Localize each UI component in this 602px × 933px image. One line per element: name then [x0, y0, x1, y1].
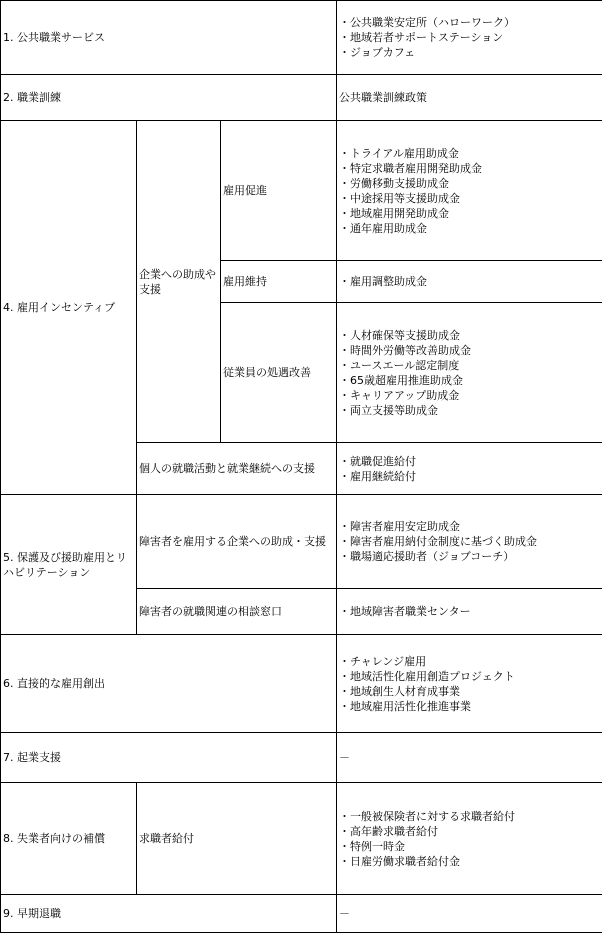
row-public-employment-services — [1, 1, 602, 75]
list-item: ・就職促進給付 — [339, 454, 417, 468]
row-vocational-training — [1, 75, 602, 121]
program-list — [337, 495, 602, 589]
row-label: 2. 職業訓練 — [1, 75, 337, 121]
list-item: ・日雇労働求職者給付金 — [339, 854, 461, 868]
list-item: ・両立支援等助成金 — [339, 403, 439, 417]
list-item: ・中途採用等支援助成金 — [339, 191, 461, 205]
list-item: ・トライアル雇用助成金 — [339, 146, 459, 160]
list-item: ・雇用継続給付 — [339, 469, 417, 483]
program-list — [337, 303, 602, 443]
row-label: 4. 雇用インセンティブ — [1, 121, 137, 495]
list-item: ・地域創生人材育成事業 — [339, 684, 461, 698]
row-label: 9. 早期退職 — [1, 895, 337, 933]
list-item: ・地域障害者職業センター — [339, 605, 471, 618]
sub-category-promotion: 雇用促進 — [221, 121, 337, 261]
sub-category-employers: 障害者を雇用する企業への助成・支援 — [137, 495, 337, 589]
row-employment-incentives — [1, 121, 602, 261]
program-text: 公共職業訓練政策 — [337, 75, 602, 121]
list-item: ・特定求職者雇用開発助成金 — [339, 161, 483, 175]
program-list — [337, 261, 602, 303]
program-list — [337, 443, 602, 495]
row-label: 8. 失業者向けの補償 — [1, 783, 137, 895]
list-item: ・地域雇用活性化推進事業 — [339, 699, 472, 713]
program-list — [337, 589, 602, 635]
sub-category-individual: 個人の就職活動と就業継続への支援 — [137, 443, 337, 495]
program-list — [337, 1, 602, 75]
sub-category-consultation: 障害者の就職関連の相談窓口 — [137, 589, 337, 635]
list-item: ・地域雇用開発助成金 — [339, 206, 450, 220]
row-label: 7. 起業支援 — [1, 733, 337, 783]
program-list — [337, 783, 602, 895]
sub-category-job-seeker-benefits: 求職者給付 — [137, 783, 337, 895]
list-item: ・障害者雇用納付金制度に基づく助成金 — [339, 535, 538, 548]
list-item: ・特例一時金 — [339, 839, 406, 853]
list-item: ・ジョブカフェ — [339, 46, 416, 59]
row-unemployment-compensation — [1, 783, 602, 895]
row-label: 5. 保護及び援助雇用とリハビリテーション — [1, 495, 137, 635]
program-list — [337, 635, 602, 733]
row-label: 6. 直接的な雇用創出 — [1, 635, 337, 733]
row-early-retirement — [1, 895, 602, 933]
list-item: ・公共職業安定所（ハローワーク） — [339, 16, 516, 29]
program-text: － — [337, 733, 602, 783]
row-sheltered-employment — [1, 495, 602, 589]
list-item: ・キャリアアップ助成金 — [339, 388, 460, 402]
program-list — [337, 121, 602, 261]
sub-category-maintenance: 雇用維持 — [221, 261, 337, 303]
list-item: ・ユースエール認定制度 — [339, 358, 460, 372]
list-item: ・チャレンジ雇用 — [339, 654, 427, 668]
list-item: ・人材確保等支援助成金 — [339, 328, 461, 342]
list-item: ・通年雇用助成金 — [339, 221, 428, 235]
list-item: ・時間外労働等改善助成金 — [339, 343, 472, 357]
list-item: ・雇用調整助成金 — [339, 275, 428, 288]
sub-category-company-support: 企業への助成や支援 — [137, 121, 221, 443]
list-item: ・65歳超雇用推進助成金 — [339, 373, 464, 387]
list-item: ・職場適応援助者（ジョブコーチ） — [339, 550, 515, 563]
list-item: ・一般被保険者に対する求職者給付 — [339, 809, 516, 823]
row-startup-support — [1, 733, 602, 783]
list-item: ・地域若者サポートステーション — [339, 31, 504, 44]
list-item: ・地域活性化雇用創造プロジェクト — [339, 669, 515, 683]
list-item: ・高年齢求職者給付 — [339, 824, 439, 838]
row-direct-job-creation — [1, 635, 602, 733]
program-text: － — [337, 895, 602, 933]
row-label: 1. 公共職業サービス — [1, 1, 337, 75]
list-item: ・労働移動支援助成金 — [339, 176, 450, 190]
list-item: ・障害者雇用安定助成金 — [339, 520, 461, 533]
sub-category-treatment: 従業員の処遇改善 — [221, 303, 337, 443]
